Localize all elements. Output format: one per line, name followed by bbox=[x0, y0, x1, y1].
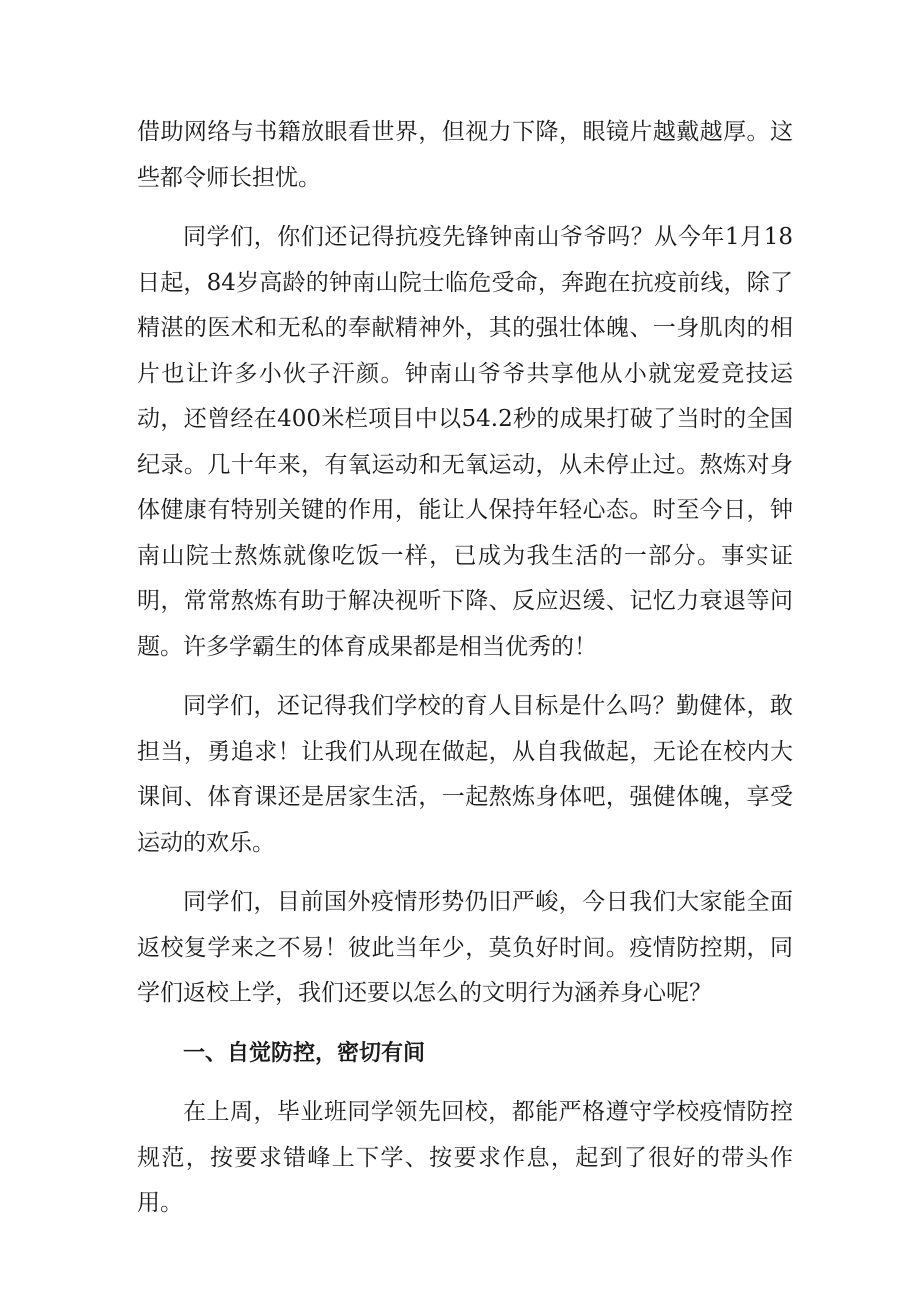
paragraph-continuation: 借助网络与书籍放眼看世界，但视力下降，眼镜片越戴越厚。这些都令师长担忧。 bbox=[137, 119, 793, 191]
section-heading: 一、自觉防控，密切有间 bbox=[183, 1040, 426, 1066]
paragraph-graduating-class: 在上周，毕业班同学领先回校，都能严格遵守学校疫情防控规范，按要求错峰上下学、按要求作息，起到了很好的带头作用。 bbox=[137, 1099, 793, 1216]
paragraph-return-to-school: 同学们，目前国外疫情形势仍旧严峻，今日我们大家能全面返校复学来之不易！彼此当年少，莫负好时间。疫情防控期，同学们返校上学，我们还要以怎么的文明行为涵养身心呢？ bbox=[137, 889, 793, 1006]
paragraph-zhong-nanshan: 同学们，你们还记得抗疫先锋钟南山爷爷吗？从今年1月18日起，84岁高龄的钟南山院士临危受命，奔跑在抗疫前线，除了精湛的医术和无私的奉献精神外，其的强壮体魄、一身肌肉的相片也让许多小伙子汗颜。钟南山爷爷共享他从小就宠爱竞技运动，还曾经在400米栏项目中以54.2秒的成果打破了当时的全国纪录。几十年来，有氧运动和无氧运动，从未停止过。熬炼对身体健康有特别关键的作用，能让人保持年轻心态。时至今日，钟南山院士熬炼就像吃饭一样，已成为我生活的一部分。事实证明，常常熬炼有助于解决视听下降、反应迟缓、记忆力衰退等问题。许多学霸生的体育成果都是相当优秀的！ bbox=[137, 224, 793, 660]
document-page bbox=[137, 110, 793, 1241]
paragraph-school-goal: 同学们，还记得我们学校的育人目标是什么吗？勤健体，敢担当，勇追求！让我们从现在做起，从自我做起，无论在校内大课间、体育课还是居家生活，一起熬炼身体吧，强健体魄，享受运动的欢乐。 bbox=[137, 693, 793, 856]
